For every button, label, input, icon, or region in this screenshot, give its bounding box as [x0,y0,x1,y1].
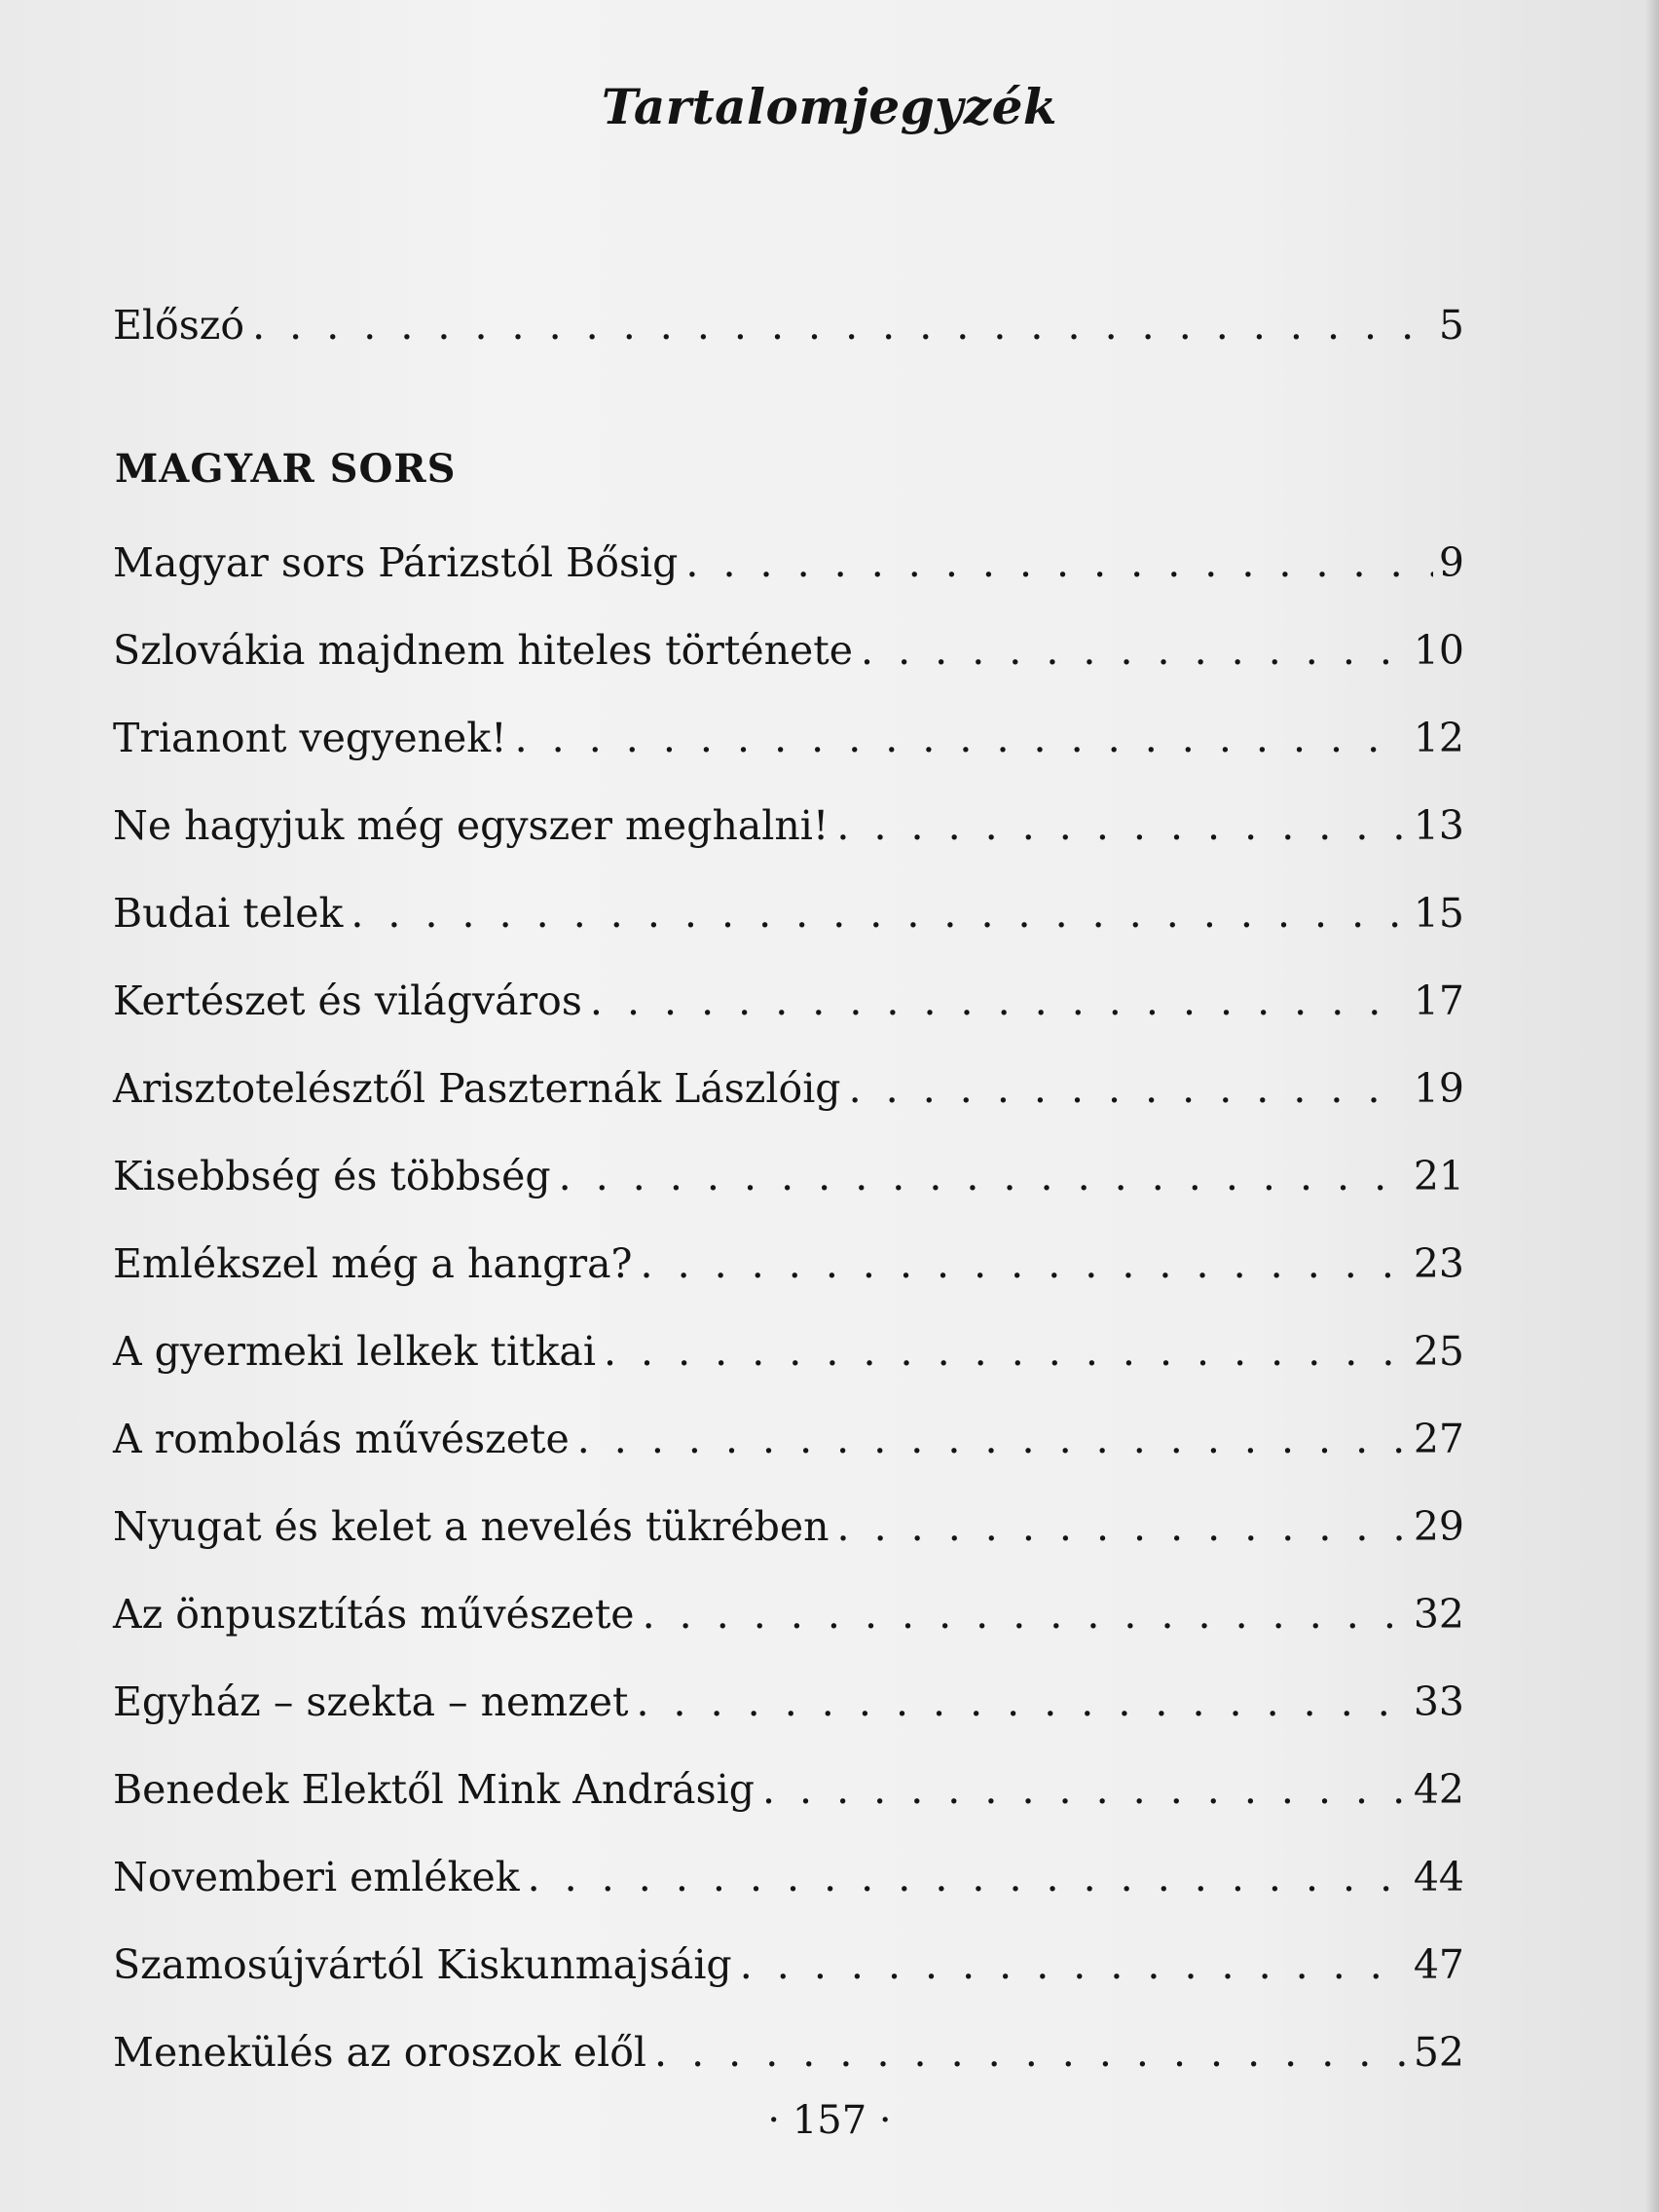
toc-entry [113,1236,1464,1291]
dot-leader [762,1762,1408,1817]
toc-entry [113,1762,1464,1817]
dot-leader [685,535,1433,590]
dot-leader [837,1499,1408,1554]
toc-entry-label: Trianont vegyenek! [113,715,507,761]
toc-entry [113,1149,1464,1203]
dot-leader [350,886,1407,940]
toc-entry-page: 15 [1413,890,1464,937]
dot-leader [740,1937,1408,1992]
dot-leader [654,2025,1408,2080]
toc-entry-page: 13 [1413,802,1464,849]
toc-entry-page: 29 [1413,1503,1464,1550]
toc-entry-page: 25 [1413,1328,1464,1375]
dot-leader [252,298,1433,352]
toc-entry [113,798,1464,853]
toc-entry-label: Novemberi emlékek [113,1854,520,1900]
dot-leader [643,1587,1408,1641]
toc-entry-label: Emlékszel még a hangra? [113,1240,633,1287]
toc-entry [113,1937,1464,1992]
toc-entry-page: 21 [1413,1153,1464,1199]
toc-entry-label: Benedek Elektől Mink Andrásig [113,1766,755,1813]
toc-entry-label: Ne hagyjuk még egyszer meghalni! [113,802,830,849]
dot-leader [849,1061,1408,1116]
dot-leader [577,1412,1408,1466]
toc-entry-page: 17 [1413,977,1464,1024]
toc-entry-page: 12 [1413,715,1464,761]
toc-entry [113,1499,1464,1554]
toc-entry-label: Egyház – szekta – nemzet [113,1678,629,1725]
toc-entry-page: 52 [1413,2029,1464,2076]
toc-entry-label: Budai telek [113,890,344,937]
toc-entry [113,886,1464,940]
toc-entry-label: Nyugat és kelet a nevelés tükrében [113,1503,830,1550]
dot-leader [515,711,1408,765]
page-number: · 157 · [767,2098,892,2143]
toc-entry-label: Magyar sors Párizstól Bősig [113,539,679,586]
toc-entry-page: 27 [1413,1416,1464,1462]
toc-entry-page: 5 [1438,302,1464,349]
toc-entry-page: 33 [1413,1678,1464,1725]
dot-leader [836,798,1407,853]
toc-entry [113,2025,1464,2080]
toc-entry-page: 10 [1413,627,1464,674]
toc-entry [113,1412,1464,1466]
dot-leader [636,1675,1407,1729]
toc-entry-label: Kertészet és világváros [113,977,582,1024]
toc-entry [113,711,1464,765]
toc-entry-page: 44 [1413,1854,1464,1900]
toc-entry-page: 32 [1413,1591,1464,1638]
toc-entry-page: 23 [1413,1240,1464,1287]
toc-title: Tartalomjegyzék [601,78,1058,135]
toc-entry-label: Szlovákia majdnem hiteles története [113,627,854,674]
toc-entry [113,1587,1464,1641]
toc-entry [113,535,1464,590]
toc-entry-label: Előszó [113,302,245,349]
toc-entry-page: 19 [1413,1065,1464,1112]
toc-entry-preface [113,298,1464,352]
toc-entry-page: 42 [1413,1766,1464,1813]
toc-entry [113,1850,1464,1904]
toc-entry-page: 47 [1413,1941,1464,1988]
dot-leader [861,623,1408,678]
dot-leader [559,1149,1408,1203]
section-heading: MAGYAR SORS [115,446,457,492]
dot-leader [604,1324,1408,1379]
dot-leader [528,1850,1408,1904]
dot-leader [590,974,1408,1028]
toc-entry-label: Kisebbség és többség [113,1153,551,1199]
toc-entry [113,1675,1464,1729]
toc-entry-page: 9 [1438,539,1464,586]
toc-entry-label: Menekülés az oroszok elől [113,2029,647,2076]
toc-entry [113,623,1464,678]
toc-entry [113,1061,1464,1116]
toc-entry-label: Szamosújvártól Kiskunmajsáig [113,1941,732,1988]
toc-entry-label: Arisztotelésztől Paszternák Lászlóig [113,1065,841,1112]
page-edge-shadow [1645,0,1659,2212]
toc-entry-label: A gyermeki lelkek titkai [113,1328,596,1375]
toc-entry-label: Az önpusztítás művészete [113,1591,635,1638]
toc-entry [113,974,1464,1028]
toc-entry-label: A rombolás művészete [113,1416,570,1462]
dot-leader [641,1236,1408,1291]
toc-entry [113,1324,1464,1379]
